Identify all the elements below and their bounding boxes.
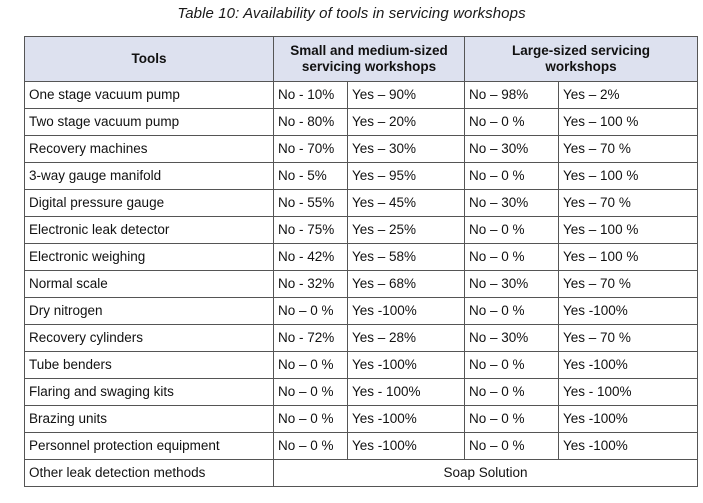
tool-name-cell: Digital pressure gauge [25,190,274,217]
large-no-cell: No – 98% [465,82,559,109]
large-no-cell: No – 0 % [465,433,559,460]
large-yes-cell: Yes – 70 % [559,190,698,217]
small-medium-no-cell: No – 0 % [274,379,348,406]
tool-name-cell: Recovery machines [25,136,274,163]
large-yes-cell: Yes – 70 % [559,271,698,298]
large-no-cell: No – 0 % [465,109,559,136]
small-medium-yes-cell: Yes -100% [348,406,465,433]
small-medium-yes-cell: Yes – 30% [348,136,465,163]
large-yes-cell: Yes - 100% [559,379,698,406]
small-medium-yes-cell: Yes – 28% [348,325,465,352]
large-yes-cell: Yes -100% [559,406,698,433]
header-large-line1: Large-sized servicing [511,43,651,58]
table-row [25,325,698,352]
tool-name-cell: Flaring and swaging kits [25,379,274,406]
table-row [25,190,698,217]
small-medium-yes-cell: Yes -100% [348,352,465,379]
small-medium-no-cell: No – 0 % [274,298,348,325]
header-tools [25,37,274,82]
small-medium-no-cell: No - 10% [274,82,348,109]
table-row [25,109,698,136]
large-no-cell: No – 30% [465,271,559,298]
small-medium-no-cell: No - 72% [274,325,348,352]
large-yes-cell: Yes – 100 % [559,217,698,244]
large-yes-cell: Yes -100% [559,352,698,379]
large-no-cell: No – 0 % [465,244,559,271]
table-body [25,82,698,487]
large-yes-cell: Yes – 2% [559,82,698,109]
tool-name-cell: Personnel protection equipment [25,433,274,460]
table-caption: Table 10: Availability of tools in servicing workshops [177,5,526,22]
large-no-cell: No – 0 % [465,217,559,244]
header-row [25,37,698,82]
small-medium-yes-cell: Yes – 90% [348,82,465,109]
table-row [25,298,698,325]
small-medium-no-cell: No - 42% [274,244,348,271]
large-yes-cell: Yes – 100 % [559,163,698,190]
table-row [25,433,698,460]
tool-name-cell: Tube benders [25,352,274,379]
small-medium-no-cell: No - 75% [274,217,348,244]
small-medium-yes-cell: Yes – 58% [348,244,465,271]
header-large-workshops [465,37,698,82]
small-medium-yes-cell: Yes - 100% [348,379,465,406]
small-medium-no-cell: No – 0 % [274,433,348,460]
small-medium-no-cell: No - 5% [274,163,348,190]
small-medium-yes-cell: Yes – 20% [348,109,465,136]
tool-name-cell: One stage vacuum pump [25,82,274,109]
soap-solution-cell: Soap Solution [274,460,698,487]
large-yes-cell: Yes -100% [559,433,698,460]
small-medium-no-cell: No – 0 % [274,406,348,433]
table-row [25,406,698,433]
table-row [25,82,698,109]
large-yes-cell: Yes -100% [559,298,698,325]
tool-name-cell: Recovery cylinders [25,325,274,352]
large-yes-cell: Yes – 70 % [559,325,698,352]
large-yes-cell: Yes – 100 % [559,244,698,271]
table-row-other-leak-detection [25,460,698,487]
tool-name-cell: Electronic weighing [25,244,274,271]
table-header [25,37,698,82]
header-small-medium-line2: servicing workshops [301,59,437,74]
table-row [25,163,698,190]
tool-name-cell: Normal scale [25,271,274,298]
small-medium-yes-cell: Yes – 68% [348,271,465,298]
small-medium-yes-cell: Yes -100% [348,433,465,460]
small-medium-yes-cell: Yes – 45% [348,190,465,217]
table-row [25,352,698,379]
header-tools-label: Tools [131,51,167,66]
large-no-cell: No – 0 % [465,379,559,406]
large-no-cell: No – 0 % [465,163,559,190]
small-medium-no-cell: No - 70% [274,136,348,163]
large-no-cell: No – 0 % [465,298,559,325]
tool-name-cell: Other leak detection methods [25,460,274,487]
large-no-cell: No – 30% [465,136,559,163]
tool-name-cell: Dry nitrogen [25,298,274,325]
small-medium-no-cell: No – 0 % [274,352,348,379]
table-row [25,379,698,406]
small-medium-no-cell: No - 55% [274,190,348,217]
large-no-cell: No – 30% [465,190,559,217]
small-medium-no-cell: No - 32% [274,271,348,298]
tool-name-cell: Brazing units [25,406,274,433]
table-row [25,271,698,298]
small-medium-no-cell: No - 80% [274,109,348,136]
large-yes-cell: Yes – 100 % [559,109,698,136]
tool-name-cell: Electronic leak detector [25,217,274,244]
table-row [25,244,698,271]
header-small-medium-workshops [274,37,465,82]
large-no-cell: No – 0 % [465,406,559,433]
large-yes-cell: Yes – 70 % [559,136,698,163]
large-no-cell: No – 0 % [465,352,559,379]
small-medium-yes-cell: Yes – 25% [348,217,465,244]
header-small-medium-line1: Small and medium-sized [290,43,448,58]
small-medium-yes-cell: Yes – 95% [348,163,465,190]
large-no-cell: No – 30% [465,325,559,352]
header-large-line2: workshops [545,59,617,74]
tool-name-cell: 3-way gauge manifold [25,163,274,190]
table-row [25,217,698,244]
table-row [25,136,698,163]
small-medium-yes-cell: Yes -100% [348,298,465,325]
tools-availability-table [24,36,698,487]
tool-name-cell: Two stage vacuum pump [25,109,274,136]
